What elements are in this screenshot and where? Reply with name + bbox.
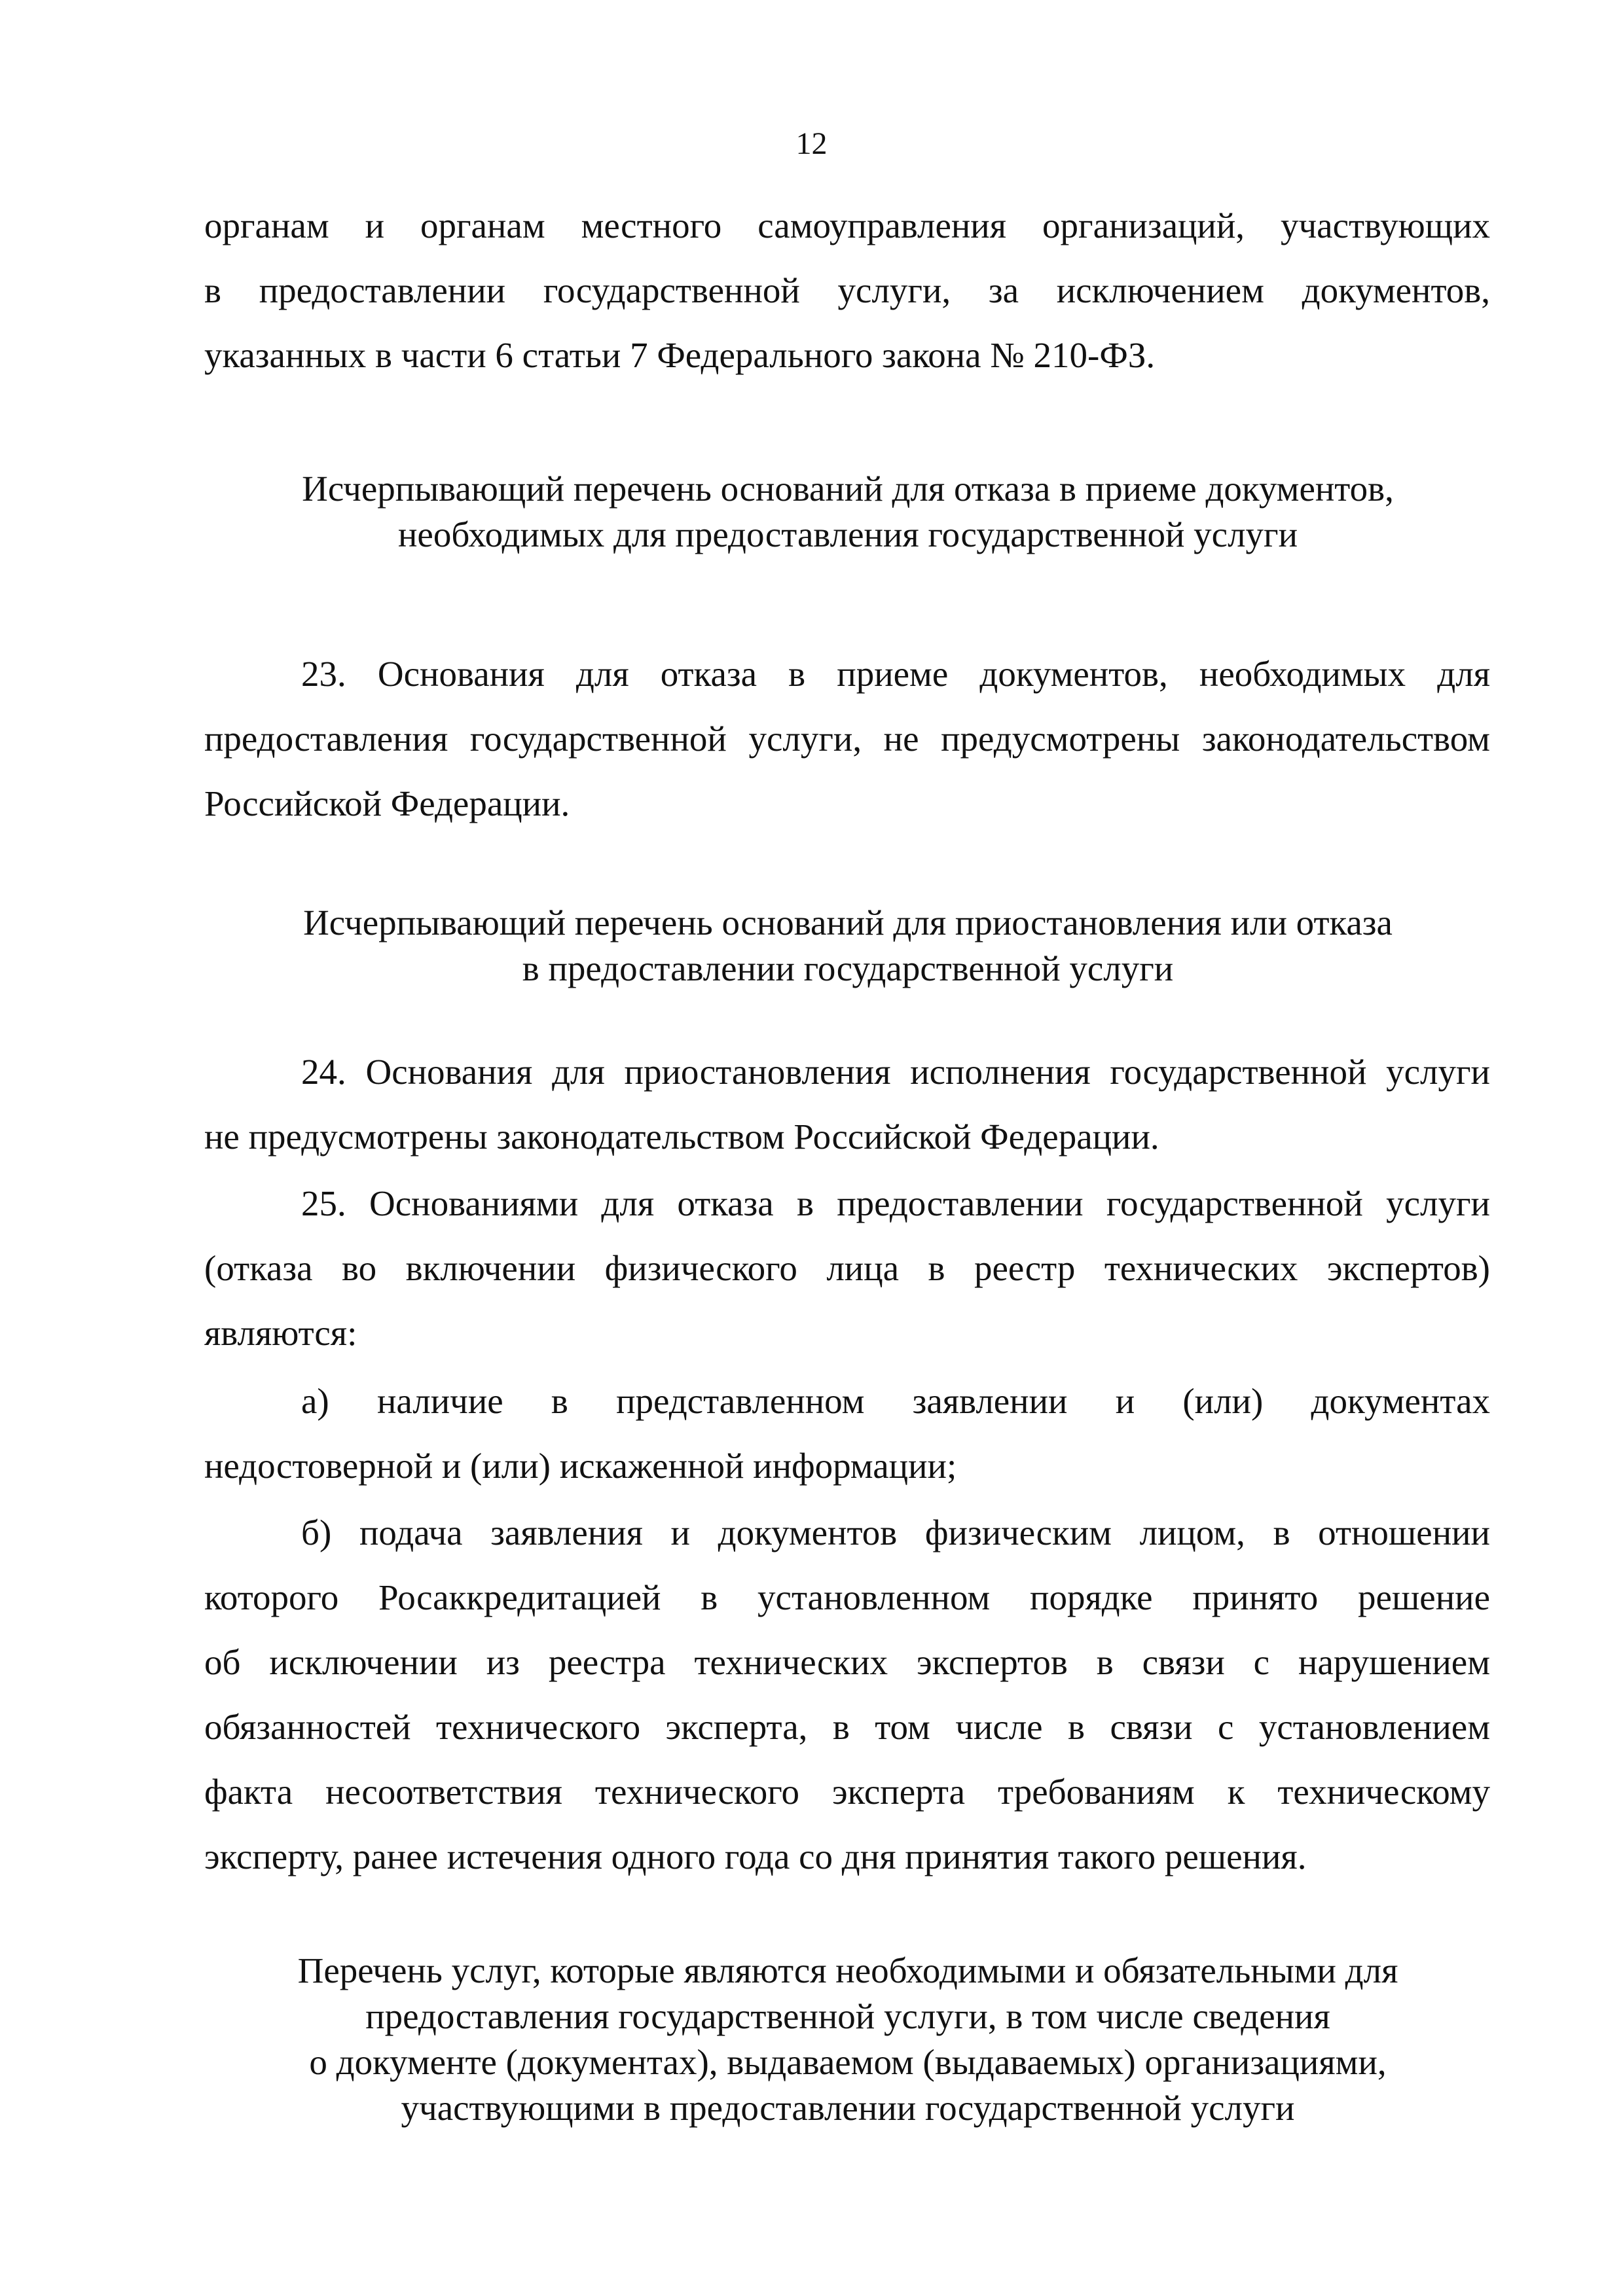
text-line: факта несоответствия технического эксперта требованиям к техническому (204, 1772, 1490, 1812)
text-line: 25. Основаниями для отказа в предоставлении государственной услуги (301, 1183, 1490, 1223)
text-line: являются: (204, 1313, 357, 1353)
heading-line: Исчерпывающий перечень оснований для приостановления или отказа (303, 903, 1393, 942)
text-line: эксперту, ранее истечения одного года со дня принятия такого решения. (204, 1837, 1307, 1876)
section-heading-services (196, 1948, 1499, 2131)
heading-line: о документе (документах), выдаваемом (выдаваемых) организациями, (309, 2042, 1387, 2082)
text-line: которого Росаккредитацией в установленном порядке принято решение (204, 1577, 1490, 1617)
text-line: а) наличие в представленном заявлении и (или) документах (301, 1381, 1490, 1421)
text-line: недостоверной и (или) искаженной информации; (204, 1446, 957, 1486)
heading-line: предоставления государственной услуги, в том числе сведения (365, 1996, 1330, 2036)
text-line: б) подача заявления и документов физическим лицом, в отношении (301, 1513, 1490, 1552)
heading-line: в предоставлении государственной услуги (522, 948, 1174, 988)
section-heading-refusal-documents (196, 466, 1499, 558)
text-line: (отказа во включении физического лица в реестр технических экспертов) (204, 1248, 1490, 1288)
text-line: указанных в части 6 статьи 7 Федерального закона № 210-ФЗ. (204, 335, 1156, 375)
heading-line: Исчерпывающий перечень оснований для отказа в приеме документов, (302, 469, 1394, 509)
text-line: 24. Основания для приостановления исполнения государственной услуги (301, 1052, 1490, 1092)
heading-line: Перечень услуг, которые являются необходимыми и обязательными для (297, 1950, 1398, 1990)
text-line: в предоставлении государственной услуги, за исключением документов, (204, 270, 1490, 310)
text-line: 23. Основания для отказа в приеме документов, необходимых для (301, 654, 1490, 694)
text-line: органам и органам местного самоуправления организаций, участвующих (204, 206, 1490, 245)
heading-line: необходимых для предоставления государственной услуги (397, 514, 1298, 554)
text-line: Российской Федерации. (204, 783, 570, 823)
section-heading-suspension (196, 900, 1499, 992)
heading-line: участвующими в предоставлении государственной услуги (401, 2088, 1295, 2128)
text-line: об исключении из реестра технических экспертов в связи с нарушением (204, 1642, 1490, 1682)
text-line: не предусмотрены законодательством Российской Федерации. (204, 1117, 1159, 1157)
page-number: 12 (795, 126, 828, 161)
text-line: обязанностей технического эксперта, в том числе в связи с установлением (204, 1707, 1490, 1747)
text-line: предоставления государственной услуги, не предусмотрены законодательством (204, 719, 1490, 759)
